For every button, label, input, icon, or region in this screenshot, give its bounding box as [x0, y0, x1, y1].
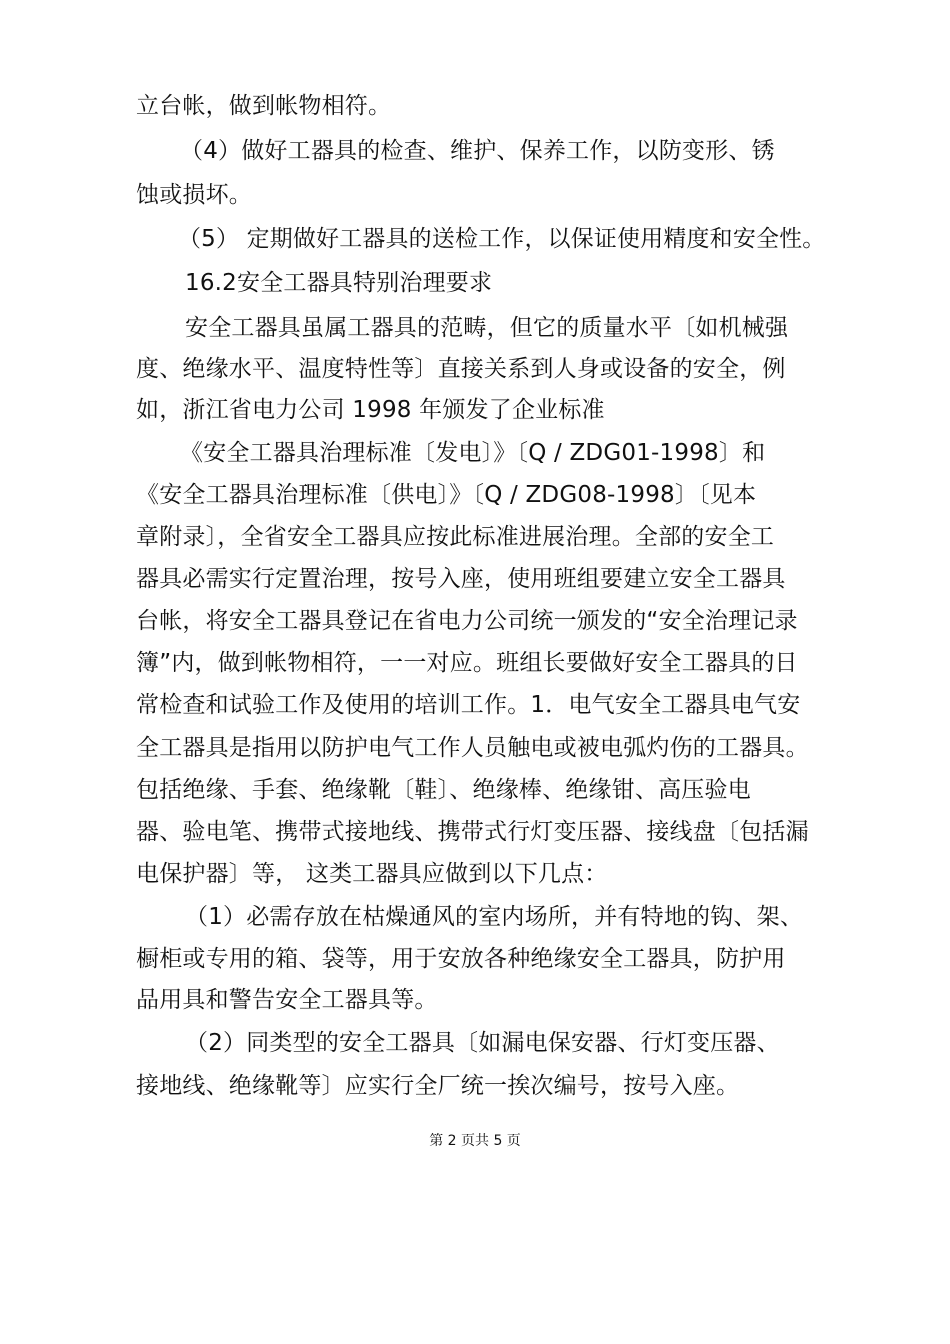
- text-line: 《安全工器具治理标准〔供电〕》〔Q / ZDG08-1998〕〔见本: [136, 482, 757, 508]
- text-line: 簿”内，做到帐物相符，一一对应。班组长要做好安全工器具的日: [136, 650, 798, 676]
- text-line: 常检查和试验工作及使用的培训工作。1．电气安全工器具电气安: [136, 692, 801, 718]
- text-line: 电保护器〕等， 这类工器具应做到以下几点：: [136, 861, 608, 887]
- text-line: （5） 定期做好工器具的送检工作，以保证使用精度和安全性。: [178, 226, 826, 252]
- section-heading: 16.2安全工器具特别治理要求: [185, 270, 493, 296]
- text-line: 器、验电笔、携带式接地线、携带式行灯变压器、接线盘〔包括漏: [136, 819, 809, 845]
- text-line: 接地线、绝缘靴等〕应实行全厂统一挨次编号，按号入座。: [136, 1073, 740, 1099]
- text-line: 全工器具是指用以防护电气工作人员触电或被电弧灼伤的工器具。: [136, 735, 809, 761]
- text-line: （4）做好工器具的检查、维护、保养工作，以防变形、锈: [180, 138, 775, 164]
- text-line: 安全工器具虽属工器具的范畴，但它的质量水平〔如机械强: [185, 315, 789, 341]
- text-line: （2）同类型的安全工器具〔如漏电保安器、行灯变压器、: [185, 1030, 780, 1056]
- text-line: 《安全工器具治理标准〔发电〕》〔Q / ZDG01-1998〕和: [180, 440, 766, 466]
- text-line: 度、绝缘水平、温度特性等〕直接关系到人身或设备的安全，例: [136, 356, 786, 382]
- text-line: 包括绝缘、手套、绝缘靴〔鞋〕、绝缘棒、绝缘钳、高压验电: [136, 777, 751, 803]
- text-line: 器具必需实行定置治理，按号入座，使用班组要建立安全工器具: [136, 566, 786, 592]
- text-line: 章附录〕，全省安全工器具应按此标准进展治理。全部的安全工: [136, 524, 775, 550]
- text-line: 蚀或损坏。: [136, 182, 252, 208]
- text-line: （1）必需存放在枯燥通风的室内场所，并有特地的钩、架、: [185, 904, 804, 930]
- text-line: 如，浙江省电力公司 1998 年颁发了企业标准: [136, 397, 605, 423]
- text-line: 品用具和警告安全工器具等。: [136, 987, 438, 1013]
- text-line: 橱柜或专用的箱、袋等，用于安放各种绝缘安全工器具，防护用: [136, 946, 786, 972]
- text-line: 台帐，将安全工器具登记在省电力公司统一颁发的“安全治理记录: [136, 608, 798, 634]
- page-number-footer: 第 2 页共 5 页: [429, 1133, 521, 1149]
- text-line: 立台帐，做到帐物相符。: [136, 93, 392, 119]
